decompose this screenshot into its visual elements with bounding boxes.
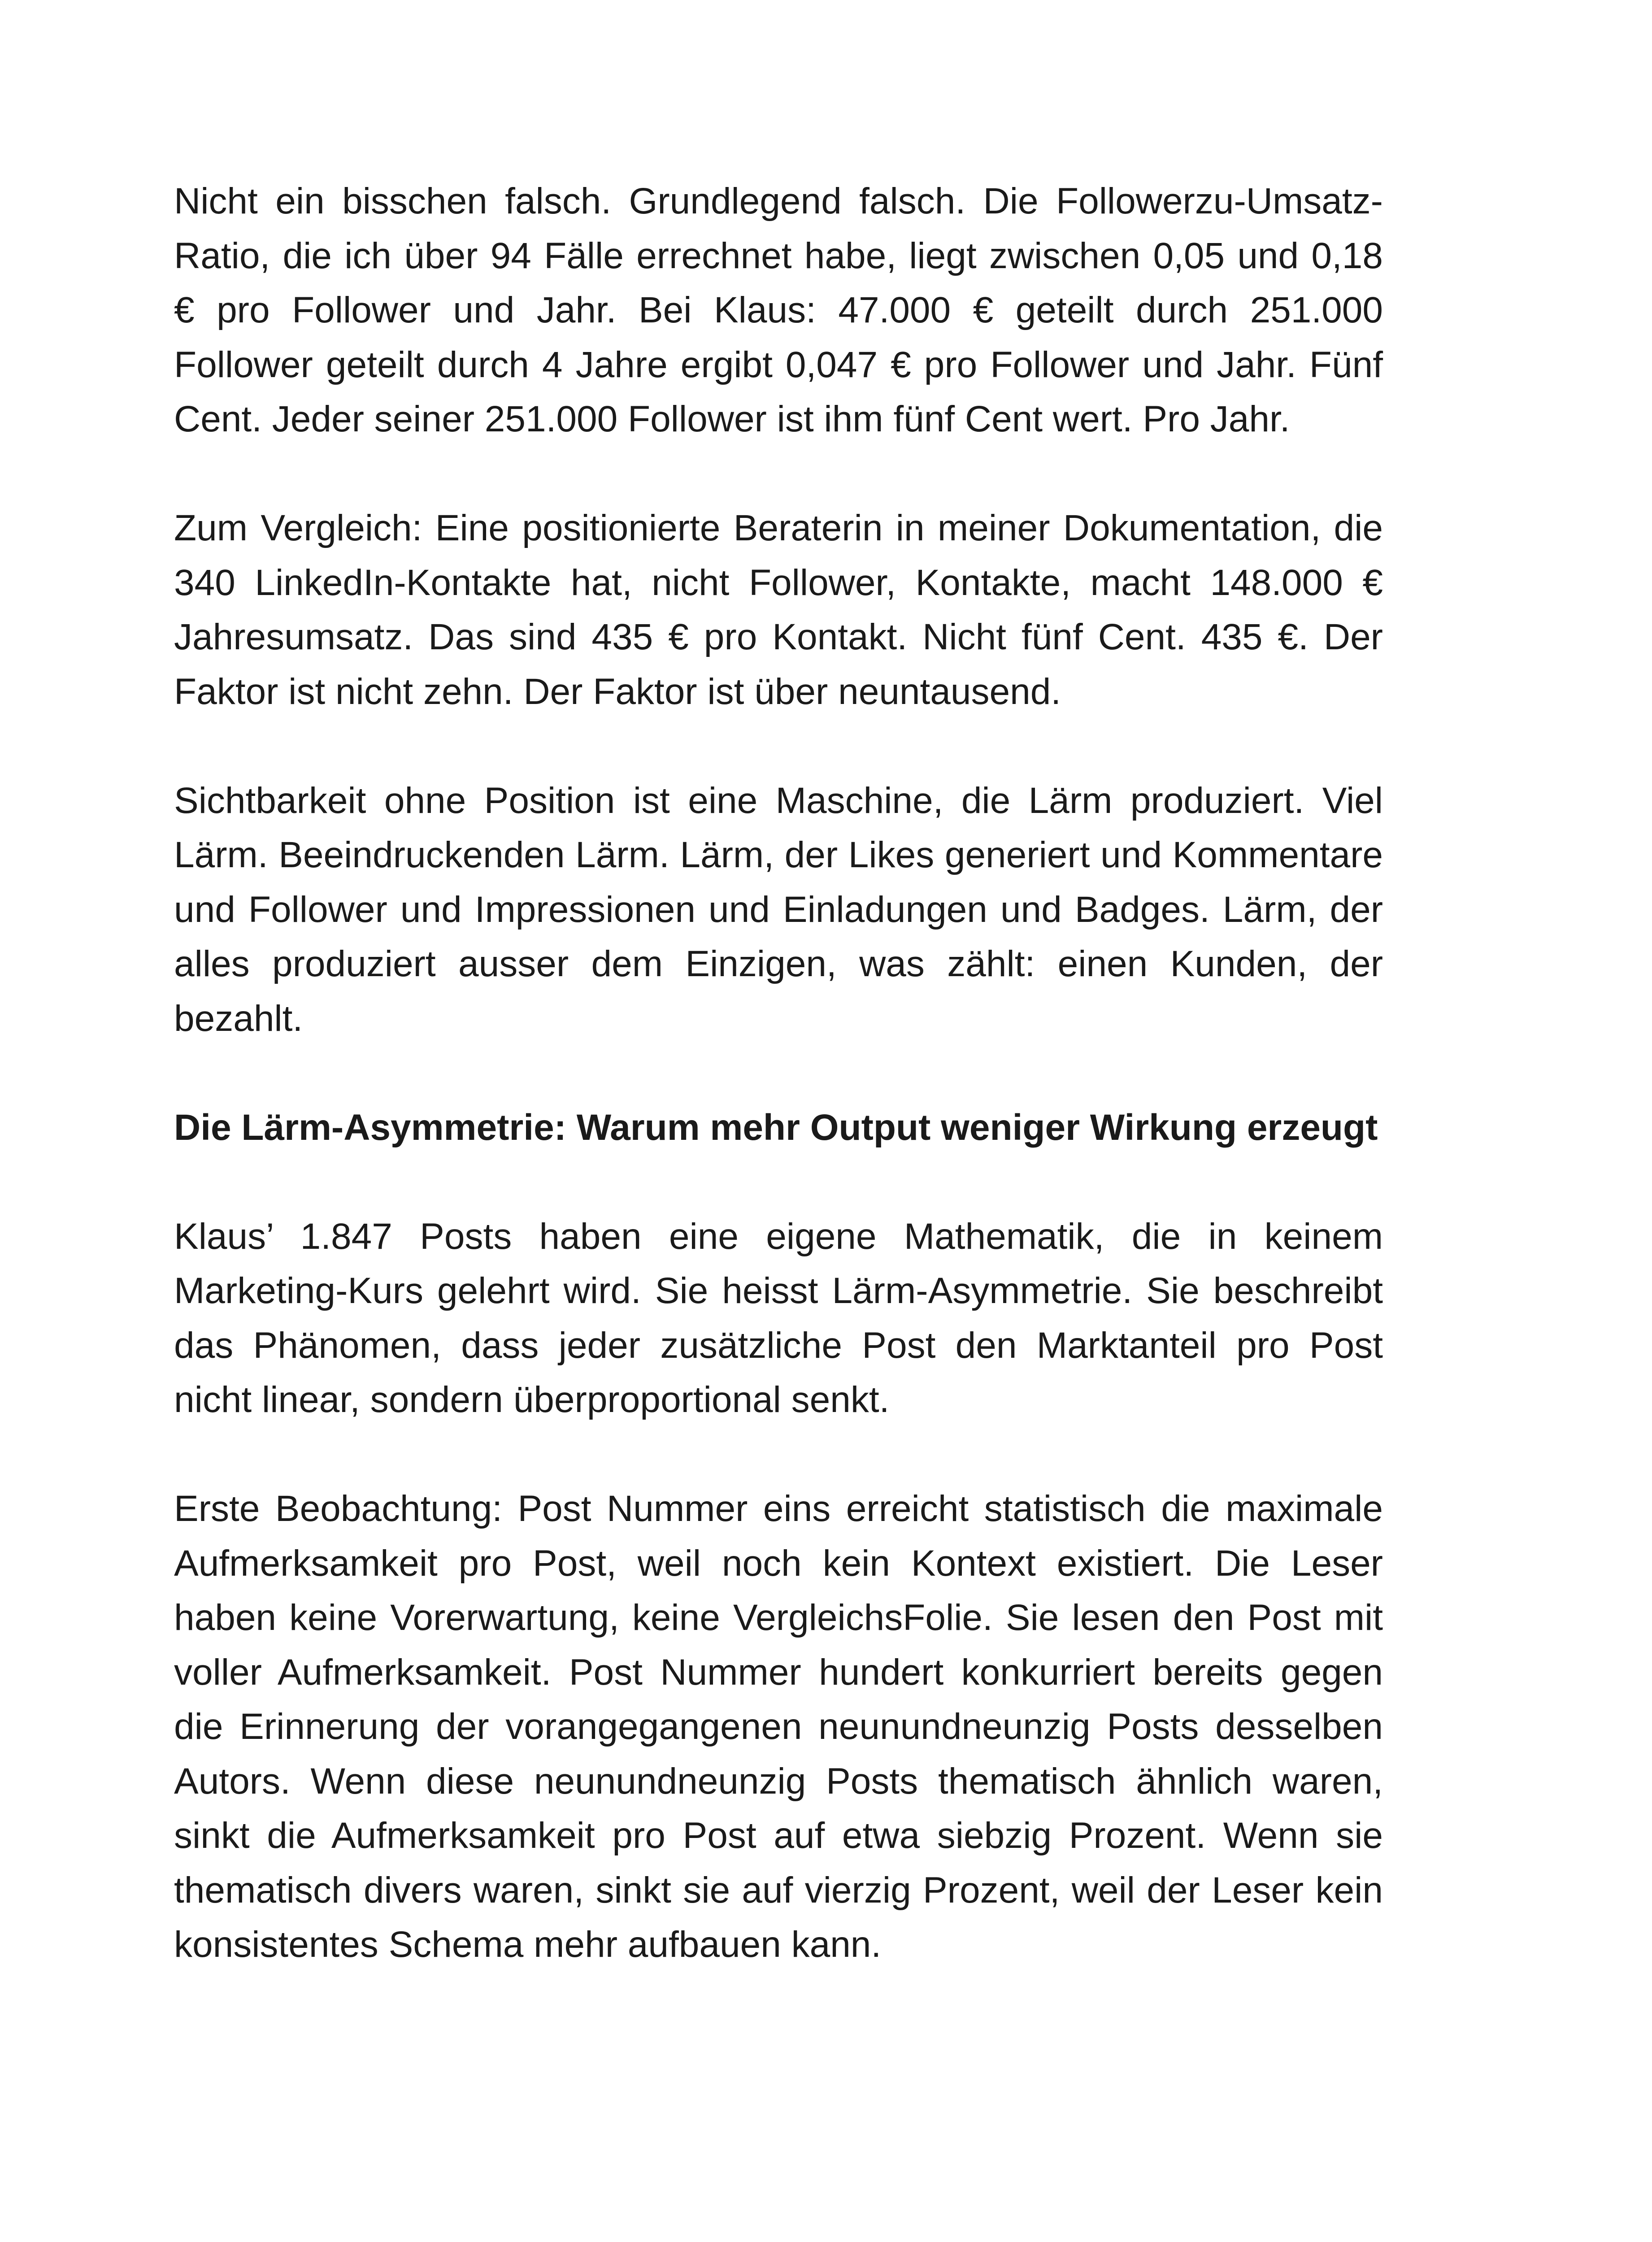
- paragraph-comparison: Zum Vergleich: Eine positionierte Beraterin in meiner Dokumentation, die 340 LinkedIn-Kontakte hat, nicht Follower, Kontakte, macht 148.000 € Jahresumsatz. Das sind 435 € pro Kontakt. Nicht fünf Cent. 435 €. Der Faktor ist nicht zehn. Der Faktor ist über neuntausend.: [174, 508, 1383, 712]
- body-text: [174, 174, 1383, 1972]
- paragraph-noise-asymmetry: Klaus’ 1.847 Posts haben eine eigene Mathematik, die in keinem Marketing-Kurs gelehrt wird. Sie heisst Lärm-Asymmetrie. Sie beschreibt das Phänomen, dass jeder zusätzliche Post den Marktanteil pro Post nicht linear, sondern überproportional senkt.: [174, 1216, 1383, 1420]
- paragraph-follower-ratio: Nicht ein bisschen falsch. Grundlegend falsch. Die Followerzu-Umsatz-Ratio, die ich über 94 Fälle errechnet habe, liegt zwischen 0,05 und 0,18 € pro Follower und Jahr. Bei Klaus: 47.000 € geteilt durch 251.000 Follower geteilt durch 4 Jahre ergibt 0,047 € pro Follower und Jahr. Fünf Cent. Jeder seiner 251.000 Follower ist ihm fünf Cent wert. Pro Jahr.: [174, 181, 1383, 439]
- paragraph-first-observation: Erste Beobachtung: Post Nummer eins erreicht statistisch die maximale Aufmerksamkeit pro Post, weil noch kein Kontext existiert. Die Leser haben keine Vorerwartung, keine VergleichsFolie. Sie lesen den Post mit voller Aufmerksamkeit. Post Nummer hundert konkurriert bereits gegen die Erinnerung der vorangegangenen neunundneunzig Posts desselben Autors. Wenn diese neunundneunzig Posts thematisch ähnlich waren, sinkt die Aufmerksamkeit pro Post auf etwa siebzig Prozent. Wenn sie thematisch divers waren, sinkt sie auf vierzig Prozent, weil der Leser kein konsistentes Schema mehr aufbauen kann.: [174, 1488, 1383, 1965]
- paragraph-visibility-noise: Sichtbarkeit ohne Position ist eine Maschine, die Lärm produziert. Viel Lärm. Beeindruckenden Lärm. Lärm, der Likes generiert und Kommentare und Follower und Impressionen und Einladungen und Badges. Lärm, der alles produziert ausser dem Einzigen, was zählt: einen Kunden, der bezahlt.: [174, 780, 1383, 1039]
- section-heading: Die Lärm-Asymmetrie: Warum mehr Output weniger Wirkung erzeugt: [174, 1107, 1378, 1148]
